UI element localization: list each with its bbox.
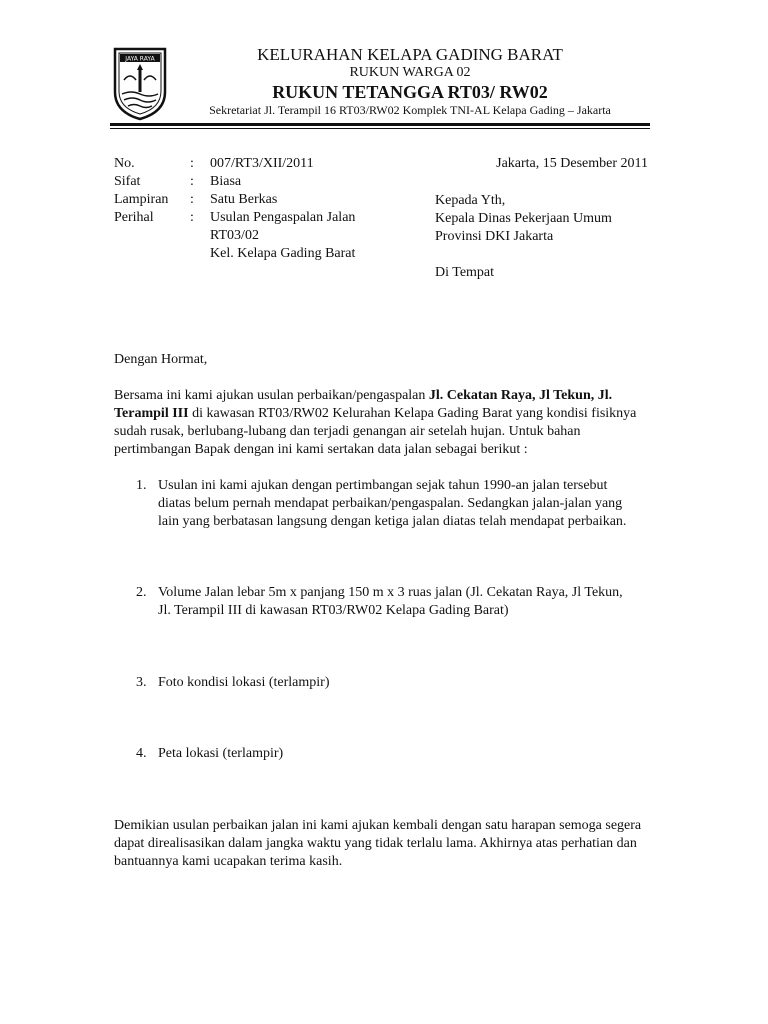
letterhead-rule-thin — [110, 128, 650, 129]
meta-row-perihal — [114, 209, 424, 263]
emblem-text: JAYA RAYA — [125, 55, 155, 63]
closing-paragraph: Demikian usulan perbaikan jalan ini kami ajukan kembali dengan satu harapan semoga segera dapat direalisasikan dalam jangka waktu yang tidak terlalu lama. Akhirnya atas perhatian dan bantuannya kami ucapakan terima kasih. — [114, 818, 642, 869]
recipient-line: Kepala Dinas Pekerjaan Umum — [435, 211, 612, 226]
meta-value-sifat: Biasa — [210, 174, 242, 189]
intro-text-cont: di kawasan RT03/RW02 Kelurahan Kelapa Gading Barat yang kondisi fisiknya sudah rusak, berlubang-lubang dan terjadi genangan air setelah hujan. Untuk bahan pertimbangan Bapak dengan ini kami sertakan data jalan sebagai berikut : — [114, 406, 637, 457]
meta-label-perihal: Perihal — [114, 210, 154, 225]
list-item — [136, 745, 656, 763]
meta-row-sifat — [114, 173, 424, 191]
meta-colon: : — [190, 174, 194, 189]
meta-colon: : — [190, 192, 194, 207]
letterhead-rule-thick — [110, 123, 650, 126]
list-item — [136, 477, 656, 531]
meta-colon: : — [190, 210, 194, 225]
list-number: 4. — [136, 746, 147, 761]
perihal-line: Kel. Kelapa Gading Barat — [210, 246, 356, 261]
recipient-place: Di Tempat — [435, 265, 495, 280]
list-text: Volume Jalan lebar 5m x panjang 150 m x 3 ruas jalan (Jl. Cekatan Raya, Jl Tekun, Jl. Terampil III di kawasan RT03/RW02 Kelapa Gading Barat) — [158, 585, 623, 618]
list-number: 3. — [136, 675, 147, 690]
intro-text: Bersama ini kami ajukan usulan perbaikan/pengaspalan — [114, 388, 429, 403]
meta-label-lampiran: Lampiran — [114, 192, 169, 207]
meta-label-sifat: Sifat — [114, 174, 141, 189]
recipient-block — [435, 192, 655, 282]
recipient-line: Kepada Yth, — [435, 193, 506, 208]
meta-row-no — [114, 155, 424, 173]
letter-meta — [114, 155, 424, 263]
list-number: 2. — [136, 585, 147, 600]
intro-paragraph — [114, 387, 654, 459]
perihal-line: RT03/02 — [210, 228, 259, 243]
meta-label-no: No. — [114, 156, 135, 171]
secretariat-address: Sekretariat Jl. Terampil 16 RT03/RW02 Komplek TNI-AL Kelapa Gading – Jakarta — [209, 103, 611, 117]
list-item — [136, 584, 656, 620]
list-text: Peta lokasi (terlampir) — [158, 746, 284, 761]
perihal-line: Usulan Pengaspalan Jalan — [210, 210, 356, 225]
list-text: Usulan ini kami ajukan dengan pertimbangan sejak tahun 1990-an jalan tersebut diatas belum pernah mendapat perbaikan/pengaspalan. Sedangkan jalan-jalan yang lain yang berbatasan langsung dengan ketiga jalan diatas telah mendapat perbaikan. — [158, 478, 627, 529]
rukun-warga-name: RUKUN WARGA 02 — [349, 65, 471, 80]
recipient-line: Provinsi DKI Jakarta — [435, 229, 554, 244]
letter-date: Jakarta, 15 Desember 2011 — [496, 156, 648, 171]
intro-street-names: Jl. Cekatan Raya, Jl Tekun, Jl. Terampil III — [114, 388, 613, 421]
kelurahan-name: KELURAHAN KELAPA GADING BARAT — [257, 45, 563, 64]
jakarta-emblem-icon — [112, 46, 168, 122]
meta-colon: : — [190, 156, 194, 171]
list-item — [136, 674, 656, 692]
list-number: 1. — [136, 478, 147, 493]
rukun-tetangga-title: RUKUN TETANGGA RT03/ RW02 — [272, 82, 548, 102]
meta-value-no: 007/RT3/XII/2011 — [210, 156, 314, 171]
meta-row-lampiran — [114, 191, 424, 209]
list-text: Foto kondisi lokasi (terlampir) — [158, 675, 330, 690]
salutation: Dengan Hormat, — [114, 352, 208, 367]
meta-value-lampiran: Satu Berkas — [210, 192, 278, 207]
meta-value-perihal — [210, 209, 420, 263]
